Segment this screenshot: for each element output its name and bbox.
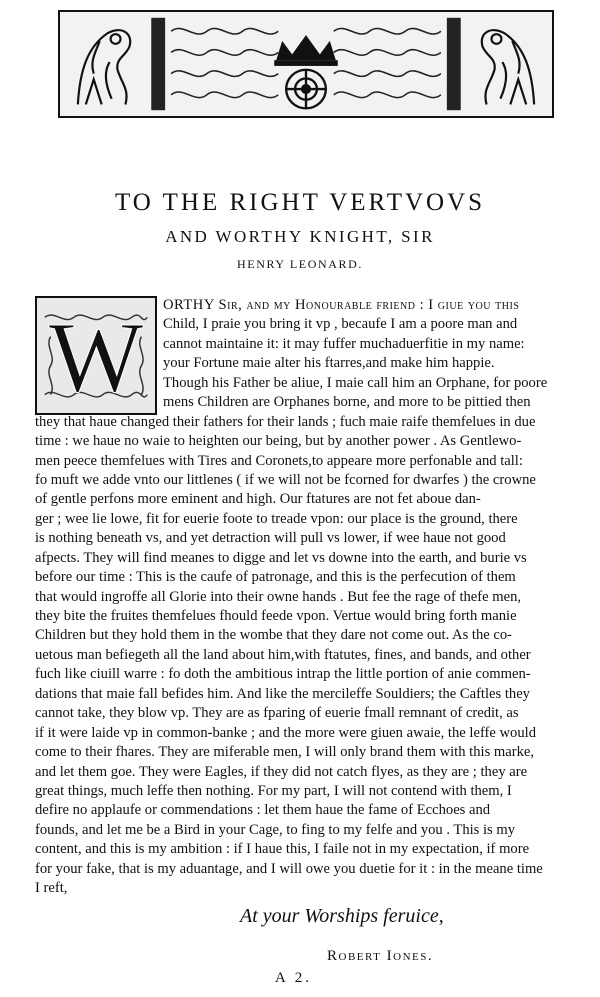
headpiece-ornament-icon bbox=[60, 12, 552, 116]
body-line: and let them goe. They were Eagles, if they did not catch flyes, as they are ; they are bbox=[35, 763, 528, 780]
signature-mark: A 2. bbox=[275, 970, 313, 986]
body-line: Child, I praie you bring it vp , becaufe I am a poore man and bbox=[163, 316, 518, 333]
body-line: come to their fhares. They are miferable men, I will only brand them with this marke, bbox=[35, 744, 535, 761]
body-line: they that haue changed their fathers for their lands ; fuch maie raife themfelues in due bbox=[35, 413, 536, 430]
body-line: they bite the fruites themfelues fhould feede vpon. Vertue would bring forth manie bbox=[35, 608, 517, 624]
body-line: I reft, bbox=[35, 880, 68, 897]
body-line: fuch like ciuill warre : fo doth the ambitious intrap the little portion of anie commen- bbox=[35, 666, 531, 683]
body-line: founds, and let me be a Bird in your Cage, to fing to my felfe and you . This is my bbox=[35, 821, 516, 838]
body-line: of gentle perfons more eminent and high. Our ftatures are not fet aboue dan- bbox=[35, 491, 481, 508]
body-line: ORTHY Sir, and my Honourable friend : I giue you this bbox=[163, 297, 520, 313]
title-line-3: HENRY LEONARD. bbox=[237, 257, 363, 271]
body-line: uetous man befiegeth all the land about him,with ftatutes, fines, and bands, and other bbox=[35, 646, 531, 663]
body-line: Children but they hold them in the wombe that they dare not come out. As the co- bbox=[35, 627, 513, 644]
body-line: dations that maie fall befides him. And like the mercileffe Souldiers; the Caftles they bbox=[35, 685, 530, 702]
body-line: ger ; wee lie lowe, fit for euerie foote to treade vpon: our place is the ground, there bbox=[35, 510, 518, 527]
initial-letter: W bbox=[48, 300, 144, 413]
body-line: time : we haue no waie to heighten our being, but by another power . As Gentlewo- bbox=[35, 433, 522, 450]
body-line: if it were laide vp in common-banke ; and the more were giuen awaie, the leffe would bbox=[35, 724, 537, 741]
body-line: great things, much leffe then nothing. For my part, I will not contend with them, I bbox=[35, 782, 512, 799]
body-line: for your fake, that is my aduantage, and I will owe you duetie for it : in the meane time bbox=[35, 860, 543, 877]
title-block bbox=[0, 188, 600, 272]
body-line: content, and this is my ambition : if I haue this, I faile not in my expectation, if more bbox=[35, 841, 530, 858]
author-name: Robert Iones. bbox=[327, 948, 434, 964]
body-line: that would ingroffe all Glorie into their owne hands . But fee the rage of thefe men, bbox=[35, 588, 522, 605]
body-line: mens Children are Orphanes borne, and more to be pittied then bbox=[163, 394, 531, 411]
title-line-1: TO THE RIGHT VERTVOVS bbox=[114, 189, 486, 216]
body-line: your Fortune maie alter his ftarres,and make him happie. bbox=[163, 355, 495, 372]
body-line: before our time : This is the caufe of patronage, and this is the perfecution of them bbox=[35, 569, 516, 586]
woodcut-headpiece bbox=[58, 10, 554, 118]
closing-salutation: At your Worships feruice, bbox=[240, 905, 444, 927]
title-line-2: AND WORTHY KNIGHT, SIR bbox=[165, 227, 435, 246]
body-line: men peece themfelues with Tires and Coronets,to appeare more perfonable and tall: bbox=[35, 452, 523, 469]
body-line: Though his Father be aliue, I maie call him an Orphane, for poore bbox=[163, 374, 548, 391]
dedication-body bbox=[35, 296, 563, 899]
body-line: fo muft we adde vnto our littlenes ( if we will not be fcorned for dwarfes ) the crowne bbox=[35, 471, 536, 488]
body-line: cannot maintaine it: it may fuffer muchaduerfitie in my name: bbox=[163, 335, 525, 352]
body-line: cannot take, they blow vp. They are as fparing of euerie fmall remnant of credit, as bbox=[35, 705, 519, 722]
body-line: afpects. They will find meanes to digge and let vs downe into the earth, and burie vs bbox=[35, 549, 527, 566]
body-line: defire no applaufe or commendations : let them haue the fame of Ecchoes and bbox=[35, 802, 491, 819]
body-line: is nothing beneath vs, and yet detraction will pull vs lower, if wee haue not good bbox=[35, 530, 506, 547]
